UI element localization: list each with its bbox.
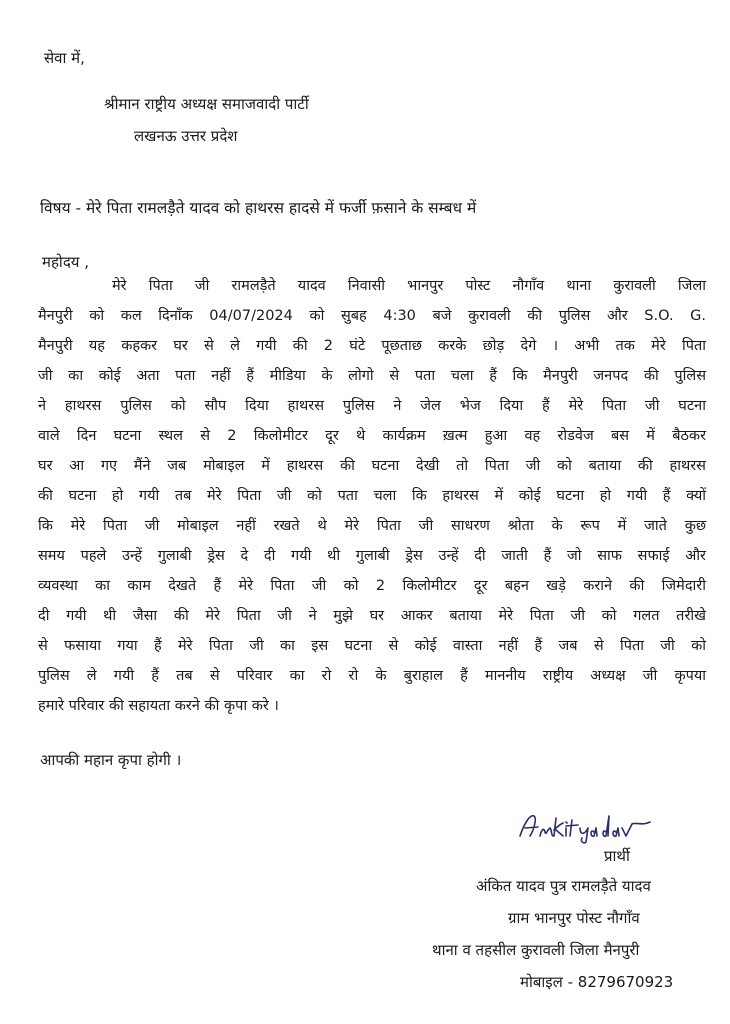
body-line: मैनपुरी को कल दिनाँक 04/07/2024 को सुबह 4:30 बजे कुरावली की पुलिस और S.O. G.: [38, 308, 706, 324]
body-line: दी गयी थी जैसा की मेरे पिता जी ने मुझे घर आकर बताया मेरे पिता जी को गलत तरीखे: [38, 608, 706, 624]
body-line: समय पहले उन्हें गुलाबी ड्रेस दे दी गयी थी गुलाबी ड्रेस उन्हें दी जाती हैं जो साफ सफाई और: [38, 548, 706, 564]
body-line: वाले दिन घटना स्थल से 2 किलोमीटर दूर थे कार्यक्रम ख़त्म हुआ वह रोडवेज बस में बैठकर: [38, 428, 706, 444]
body-line: जी का कोई अता पता नहीं हैं मीडिया के लोगो से पता चला हैं कि मैनपुरी जनपद की पुलिस: [38, 368, 706, 384]
handwritten-signature: [516, 808, 656, 844]
body-line: की घटना हो गयी तब मेरे पिता जी को पता चला कि हाथरस में कोई घटना हो गयी हैं क्यों: [38, 488, 706, 504]
greeting: महोदय ,: [42, 253, 90, 271]
body-line: मेरे पिता जी रामलड़ैते यादव निवासी भानपुर पोस्ट नौगाँव थाना कुरावली जिला: [112, 278, 706, 294]
sender-mobile: मोबाइल - 8279670923: [520, 973, 674, 991]
body-line: घर आ गए मैंने जब मोबाइल में हाथरस की घटना देखी तो पिता जी को बताया की हाथरस: [38, 458, 706, 474]
sender-name: अंकित यादव पुत्र रामलड़ैते यादव: [476, 877, 651, 895]
recipient-title: श्रीमान राष्ट्रीय अध्यक्ष समाजवादी पार्टी: [104, 95, 309, 113]
subject-line: विषय - मेरे पिता रामलड़ैते यादव को हाथरस हादसे में फर्जी फ़साने के सम्बध में: [40, 199, 477, 217]
recipient-location: लखनऊ उत्तर प्रदेश: [134, 127, 238, 145]
sender-district: थाना व तहसील कुरावली जिला मैनपुरी: [432, 941, 640, 959]
body-line: व्यवस्था का काम देखते हैं मेरे पिता जी को 2 किलोमीटर दूर बहन खड़े कराने की जिमेदारी: [38, 578, 706, 594]
closing-line: आपकी महान कृपा होगी ।: [40, 751, 182, 769]
body-line: हमारे परिवार की सहायता करने की कृपा करे ।: [38, 698, 279, 714]
body-line: पुलिस ले गयी हैं तब से परिवार का रो रो के बुराहाल हैं माननीय राष्ट्रीय अध्यक्ष जी कृपया: [38, 668, 706, 684]
body-line: ने हाथरस पुलिस को सौप दिया हाथरस पुलिस ने जेल भेज दिया हैं मेरे पिता जी घटना: [38, 398, 706, 414]
body-line: से फसाया गया हैं मेरे पिता जी का इस घटना से कोई वास्ता नहीं हैं जब से पिता जी को: [38, 638, 706, 654]
body-line: कि मेरे पिता जी मोबाइल नहीं रखते थे मेरे पिता जी साधरण श्रोता के रूप में जाते कुछ: [38, 518, 706, 534]
body-line: मैनपुरी यह कहकर घर से ले गयी की 2 घंटे पूछताछ करके छोड़ देगे । अभी तक मेरे पिता: [38, 338, 706, 354]
sender-village: ग्राम भानपुर पोस्ट नौगाँव: [508, 909, 640, 927]
salutation: सेवा में,: [44, 49, 85, 67]
signature-label: प्रार्थी: [604, 847, 630, 865]
